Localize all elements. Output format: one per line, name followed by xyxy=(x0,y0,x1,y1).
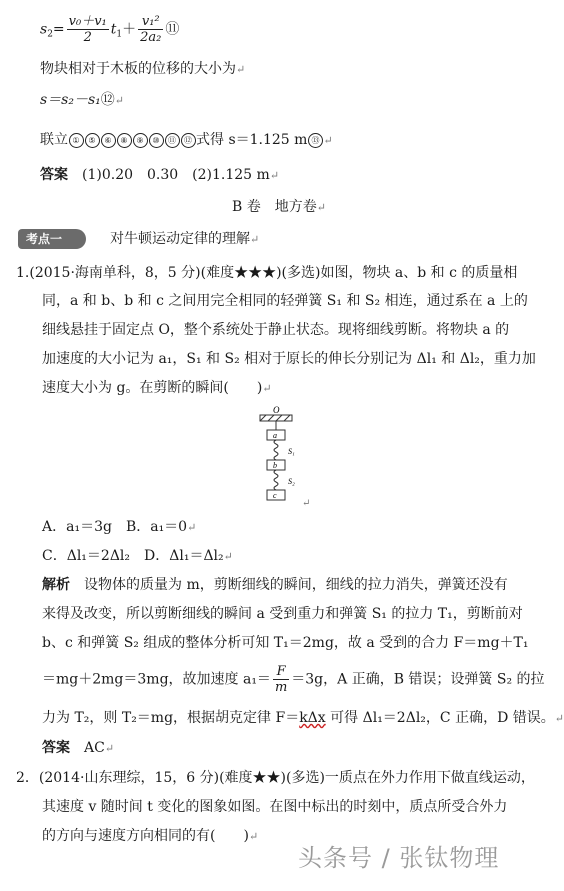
analysis-line-1: 解析 设物体的质量为 m，剪断细线的瞬间，细线的拉力消失，弹簧还没有 xyxy=(42,577,508,593)
spring-s1 xyxy=(274,440,278,460)
kaodian-tag: 考点一 xyxy=(18,229,86,249)
analysis-line-2: 来得及改变，所以剪断细线的瞬间 a 受到重力和弹簧 S₁ 的拉力 T₁，剪断前对 xyxy=(42,606,523,622)
q2-line-3: 的方向与速度方向相同的有( )↵ xyxy=(42,828,259,844)
svg-text:↵: ↵ xyxy=(302,498,311,509)
answer-2: 答案 AC↵ xyxy=(42,740,115,756)
kaodian-title: 对牛顿运动定律的理解↵ xyxy=(110,231,260,247)
analysis-line-3: b、c 和弹簧 S₂ 组成的整体分析可知 T₁＝2mg，故 a 受到的合力 F＝mg＋T₁ xyxy=(42,635,529,651)
q1-options-cd: C．Δl₁＝2Δl₂ D．Δl₁＝Δl₂↵ xyxy=(42,548,233,564)
analysis-line-5: 力为 T₂，则 T₂＝mg，根据胡克定律 F＝kΔx 可得 Δl₁＝2Δl₂，C 正确，D 错误。↵ xyxy=(42,710,564,726)
q1-line-4: 加速度的大小记为 a₁，S₁ 和 S₂ 相对于原长的伸长分别记为 Δl₁ 和 Δl₂，重力加 xyxy=(42,351,536,367)
fraction: $\frac{\text{v₀＋v₁}}{2}$ xyxy=(68,14,107,45)
q1-line-2: 同，a 和 b、b 和 c 之间用完全相同的轻弹簧 S₁ 和 S₂ 相连，通过系在 a 上的 xyxy=(42,293,528,309)
spring-blocks-figure xyxy=(258,404,318,508)
fraction: $\frac{\text{v₁²}}{\text{2a₂}}$ xyxy=(140,14,162,45)
label-o: O xyxy=(273,405,280,415)
watermark: 头条号 / 张钛物理 xyxy=(298,844,500,872)
volume-title: B 卷 地方卷↵ xyxy=(232,199,326,215)
svg-text:c: c xyxy=(273,491,277,500)
svg-text:a: a xyxy=(273,431,277,440)
q2-line-2: 其速度 v 随时间 t 变化的图象如图。在图中标出的时刻中，质点所受合外力 xyxy=(42,799,508,815)
q1-line-3: 细线悬挂于固定点 O，整个系统处于静止状态。现将细线剪断。将物块 a 的 xyxy=(42,322,510,338)
svg-text:b: b xyxy=(273,461,277,470)
q1-options-ab: A．a₁＝3g B．a₁＝0↵ xyxy=(42,519,197,535)
analysis-line-4: ＝mg＋2mg＝3mg，故加速度 a₁＝ $\frac{F}{m}$ ＝3g，A 正确，B 错误；设弹簧 S₂ 的拉 xyxy=(42,664,545,695)
spring-s2 xyxy=(274,470,278,490)
svg-text:S₂: S₂ xyxy=(288,477,295,486)
equation-s2: $s_2=$ $\frac{\text{v₀＋v₁}}{2}$ $t_1+$ $\frac{\text{v₁²}}{\text{2a₂}}$ ⑪ xyxy=(40,14,180,45)
equation-s: s＝s₂－s₁⑫↵ xyxy=(40,92,124,108)
q1-line-1: 1.(2015·海南单科，8，5 分)(难度★★★)(多选)如图，物块 a、b 和 c 的质量相 xyxy=(16,265,518,281)
q1-line-5: 速度大小为 g。在剪断的瞬间( )↵ xyxy=(42,380,272,396)
combine-line: 联立 ① ⑤ ⑥ ⑧ ⑨ ⑩ ⑪ ⑫ 式得 s＝1.125 m ⑬ ↵ xyxy=(40,132,333,148)
fraction: $\frac{F}{m}$ xyxy=(274,664,288,695)
displacement-text: 物块相对于木板的位移的大小为↵ xyxy=(40,61,246,77)
svg-text:S₁: S₁ xyxy=(288,447,295,456)
q2-line-1: 2．(2014·山东理综，15，6 分)(难度★★)(多选)一质点在外力作用下做直线运动， xyxy=(16,770,535,786)
answer-1: 答案 (1)0.20 0.30 (2)1.125 m↵ xyxy=(40,167,280,183)
